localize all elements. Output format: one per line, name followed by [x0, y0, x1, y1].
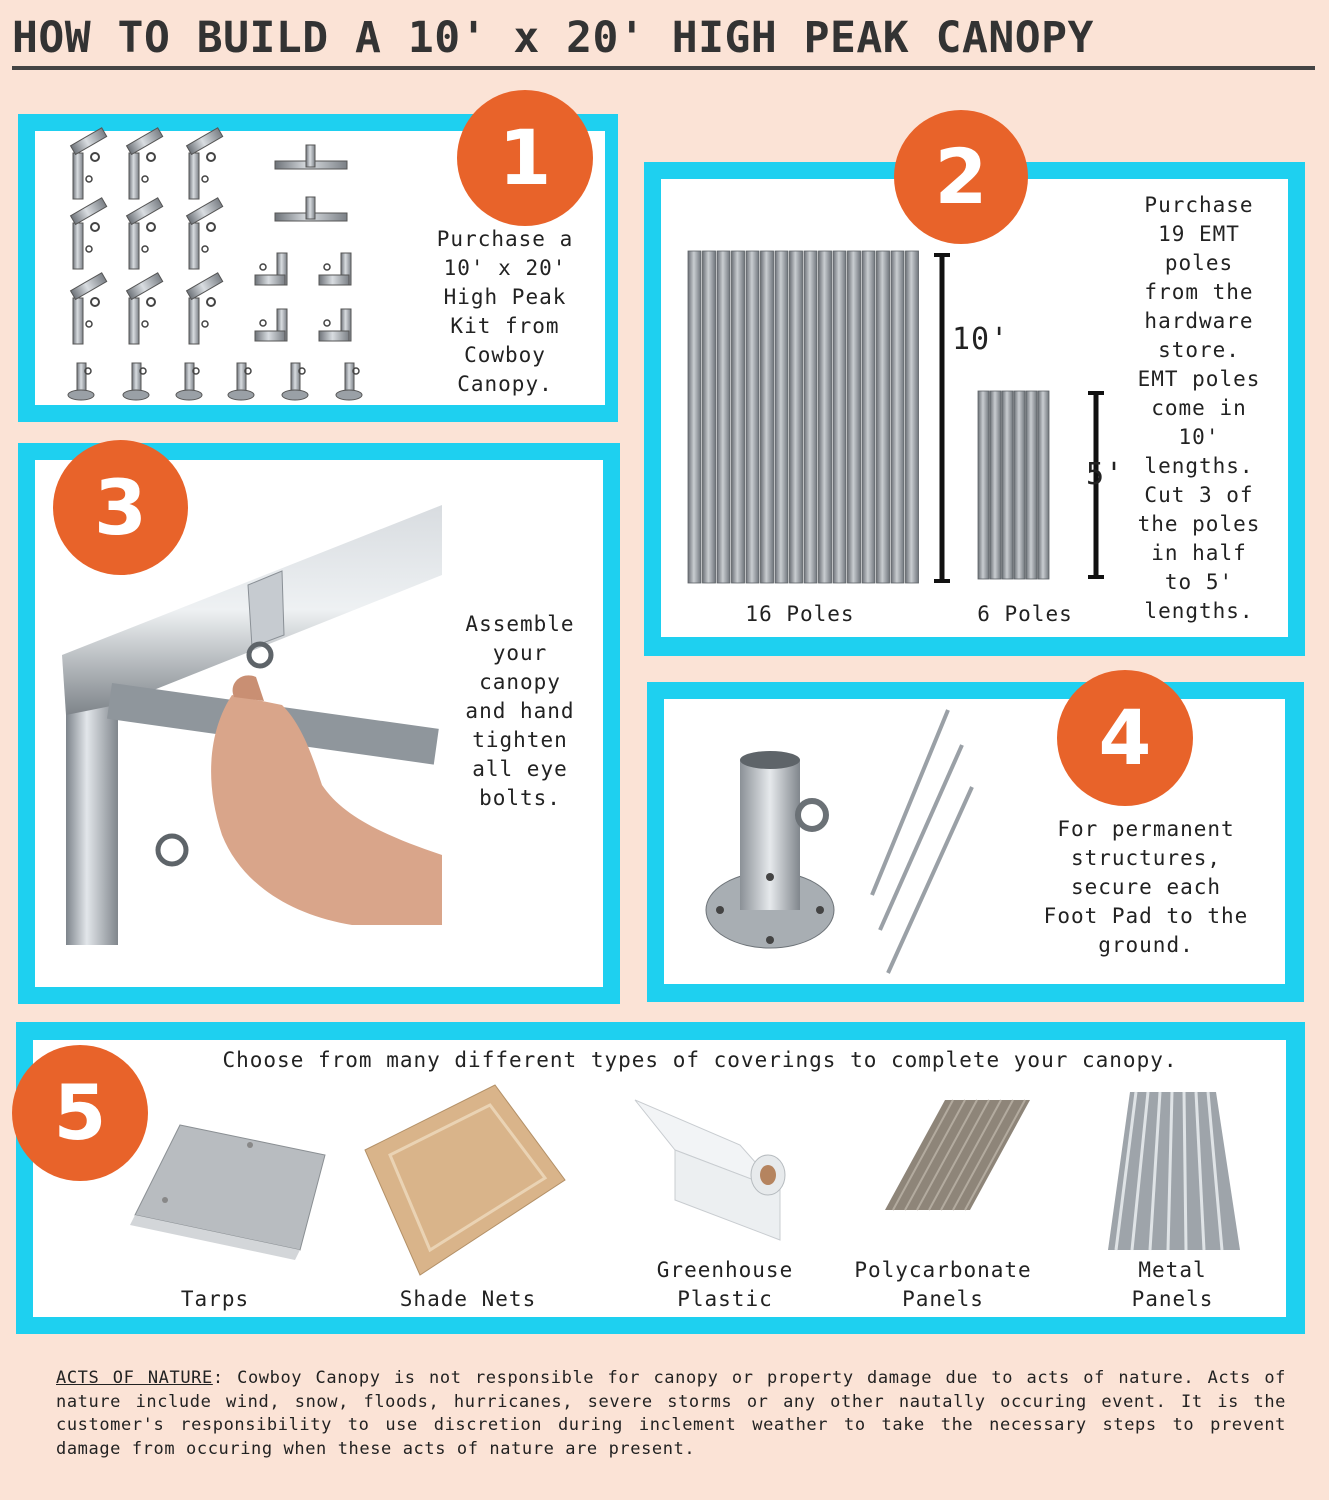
polycarbonate-panel-icon — [885, 1100, 1030, 1210]
step-5-caption: Choose from many different types of coverings to complete your canopy. — [222, 1048, 1178, 1072]
step-3-badge: 3 — [53, 440, 188, 575]
shade-nets-label: Shade Nets — [399, 1287, 537, 1311]
long-pole — [833, 251, 846, 583]
long-pole — [732, 251, 745, 583]
canopy-fittings-kit-image — [55, 135, 385, 405]
long-pole — [688, 251, 701, 583]
step-4-badge: 4 — [1057, 670, 1193, 806]
long-pole — [906, 251, 919, 583]
acts-of-nature-disclaimer — [56, 1367, 1286, 1461]
metal-panels-label: Metal Panels — [1131, 1258, 1214, 1311]
step-2-badge: 2 — [894, 110, 1028, 244]
step-3-caption: Assemble your canopy and hand tighten all eye bolts. — [465, 612, 575, 810]
long-pole — [891, 251, 904, 583]
short-pole — [1026, 391, 1037, 579]
step-1-caption: Purchase a 10' x 20' High Peak Kit from Cowboy Canopy. — [436, 227, 574, 396]
long-pole — [819, 251, 832, 583]
long-pole — [790, 251, 803, 583]
long-pole-length-label: 10' — [952, 322, 1010, 357]
disclaimer-text: : Cowboy Canopy is not responsible for canopy or property damage due to acts of nature. Acts of nature include wind, snow, floods, hurricanes, severe storms or any other nautally occuring event. It is the customer's responsibility to use discretion during inclement weather to take the necessary steps to prevent damage from occuring when these acts of nature are present. — [56, 1368, 1286, 1459]
long-pole — [775, 251, 788, 583]
page-title: HOW TO BUILD A 10' x 20' HIGH PEAK CANOPY — [12, 13, 1094, 63]
title-underline — [12, 66, 1315, 70]
long-pole — [761, 251, 774, 583]
long-pole-count-label: 16 Poles — [745, 602, 855, 626]
long-pole — [746, 251, 759, 583]
long-pole — [703, 251, 716, 583]
short-pole — [1014, 391, 1025, 579]
step-2-caption: Purchase 19 EMT poles from the hardware store. EMT poles come in 10' lengths. Cut 3 of the poles in half to 5' lengths. — [1137, 193, 1261, 623]
short-pole — [978, 391, 989, 579]
short-pole-length-label: 5' — [1086, 457, 1125, 492]
long-pole — [804, 251, 817, 583]
foot-pad-and-stakes-image — [700, 705, 990, 975]
step-5-badge: 5 — [12, 1045, 148, 1181]
greenhouse-plastic-label: Greenhouse Plastic — [656, 1258, 794, 1311]
short-pole — [990, 391, 1001, 579]
emt-poles-image — [680, 245, 1100, 590]
step-1-badge: 1 — [457, 90, 593, 226]
tarp-icon — [130, 1115, 330, 1265]
disclaimer-heading: ACTS OF NATURE — [56, 1368, 213, 1388]
long-pole — [717, 251, 730, 583]
short-pole-count-label: 6 Poles — [977, 602, 1073, 626]
long-pole — [877, 251, 890, 583]
polycarbonate-panels-label: Polycarbonate Panels — [854, 1258, 1032, 1311]
tarps-label: Tarps — [180, 1287, 250, 1311]
short-pole — [1002, 391, 1013, 579]
metal-panel-icon — [1108, 1092, 1240, 1250]
short-pole — [1038, 391, 1049, 579]
step-4-caption: For permanent structures, secure each Foot Pad to the ground. — [1043, 817, 1249, 957]
greenhouse-plastic-icon — [630, 1090, 790, 1250]
long-pole — [848, 251, 861, 583]
long-pole — [862, 251, 875, 583]
shade-net-icon — [360, 1080, 570, 1280]
